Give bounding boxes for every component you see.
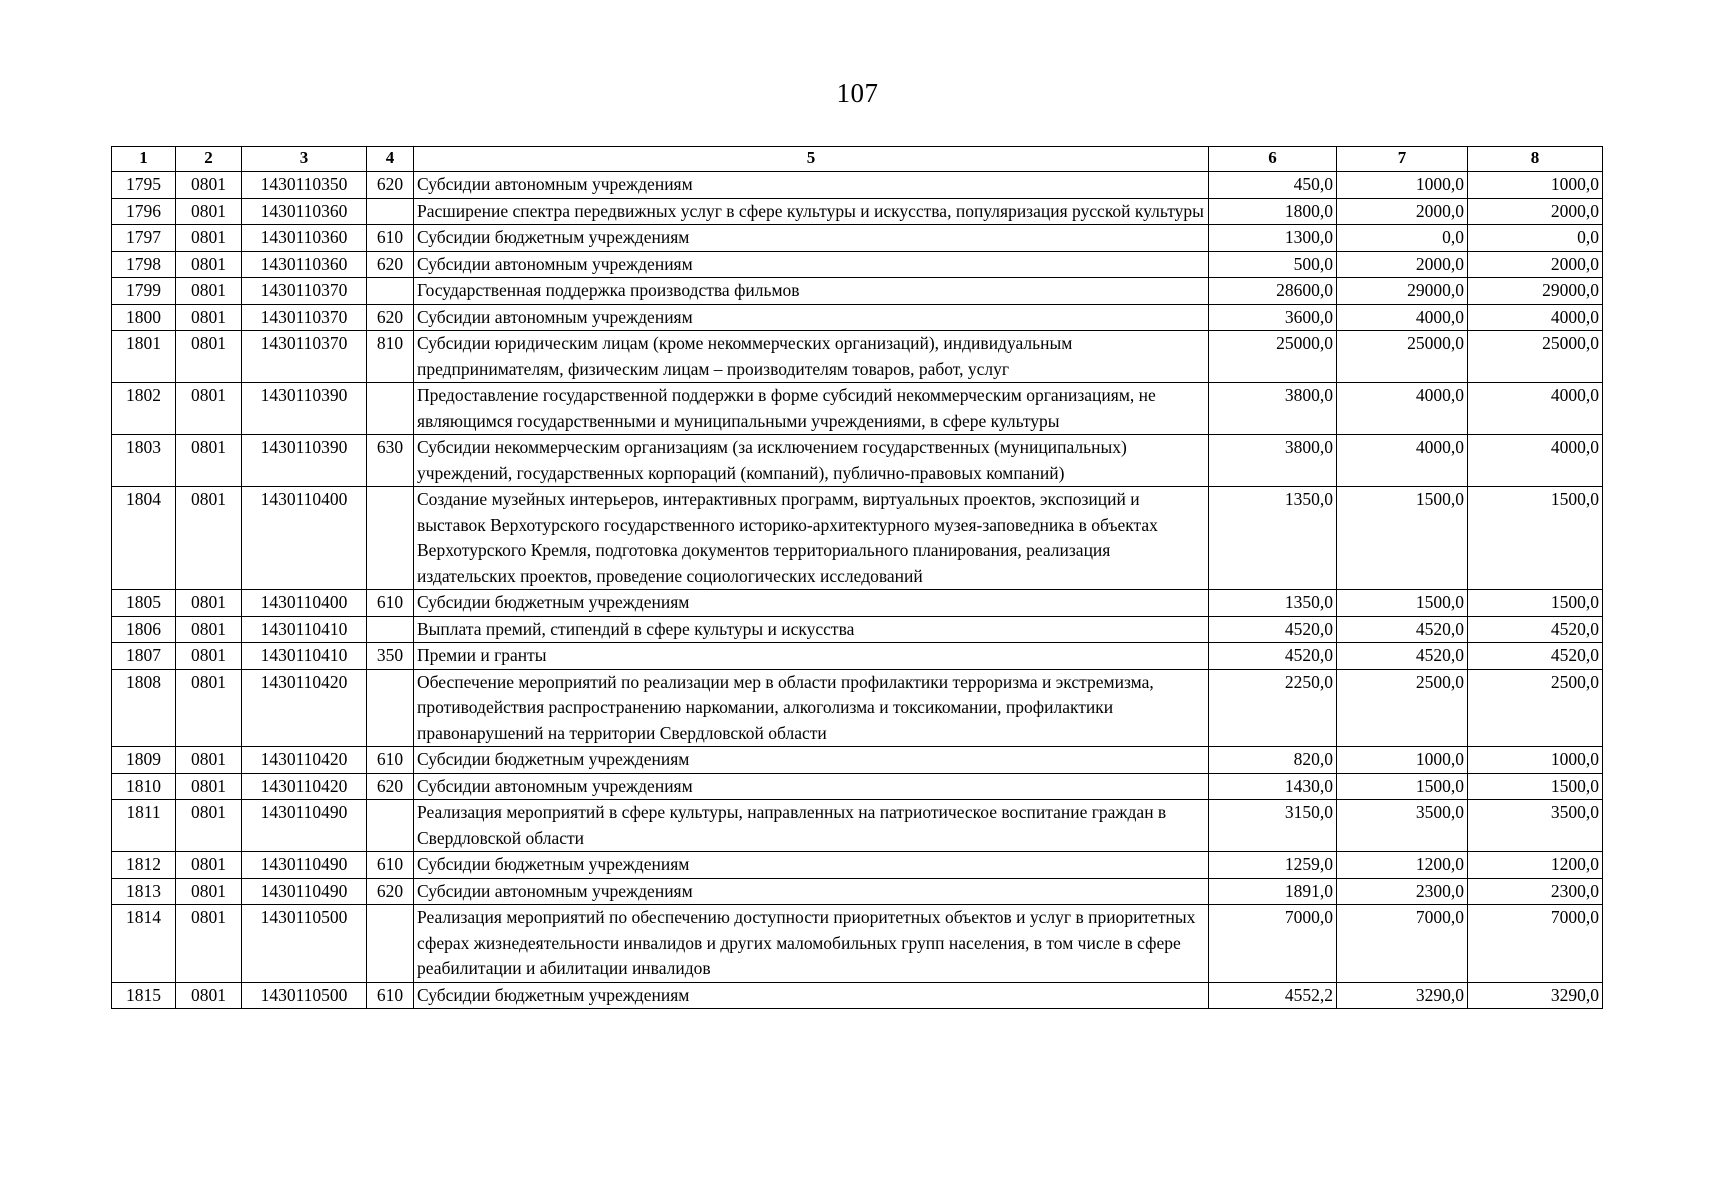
expense-type: 350 xyxy=(367,643,414,670)
expense-type xyxy=(367,198,414,225)
header-col-7: 7 xyxy=(1337,147,1468,172)
row-number: 1812 xyxy=(112,852,176,879)
expense-type: 620 xyxy=(367,304,414,331)
target-code: 1430110350 xyxy=(242,172,367,199)
target-code: 1430110410 xyxy=(242,643,367,670)
table-row xyxy=(112,383,1603,435)
header-col-1: 1 xyxy=(112,147,176,172)
amount-col-6: 1800,0 xyxy=(1209,198,1337,225)
row-number: 1802 xyxy=(112,383,176,435)
section-code: 0801 xyxy=(176,487,242,590)
amount-col-7: 2500,0 xyxy=(1337,669,1468,747)
table-row xyxy=(112,198,1603,225)
item-name: Государственная поддержка производства фильмов xyxy=(414,278,1209,305)
expense-type xyxy=(367,905,414,983)
row-number: 1795 xyxy=(112,172,176,199)
expense-type xyxy=(367,616,414,643)
target-code: 1430110400 xyxy=(242,487,367,590)
table-row xyxy=(112,773,1603,800)
item-name: Предоставление государственной поддержки в форме субсидий некоммерческим организациям, не являющимся государственными и муниципальными учреждениями, в сфере культуры xyxy=(414,383,1209,435)
row-number: 1804 xyxy=(112,487,176,590)
item-name: Создание музейных интерьеров, интерактивных программ, виртуальных проектов, экспозиций и выставок Верхотурского государственного историко-архитектурного музея-заповедника в объектах Верхотурского Кремля, подготовка документов территориального планирования, реализация издательских проектов, проведение социологических исследований xyxy=(414,487,1209,590)
section-code: 0801 xyxy=(176,304,242,331)
amount-col-6: 2250,0 xyxy=(1209,669,1337,747)
item-name: Субсидии бюджетным учреждениям xyxy=(414,747,1209,774)
amount-col-7: 4000,0 xyxy=(1337,304,1468,331)
header-col-2: 2 xyxy=(176,147,242,172)
amount-col-7: 4000,0 xyxy=(1337,383,1468,435)
item-name: Расширение спектра передвижных услуг в сфере культуры и искусства, популяризация русской культуры xyxy=(414,198,1209,225)
amount-col-7: 4520,0 xyxy=(1337,643,1468,670)
item-name: Субсидии автономным учреждениям xyxy=(414,878,1209,905)
amount-col-7: 1000,0 xyxy=(1337,172,1468,199)
section-code: 0801 xyxy=(176,878,242,905)
table-row xyxy=(112,747,1603,774)
item-name: Премии и гранты xyxy=(414,643,1209,670)
amount-col-8: 0,0 xyxy=(1468,225,1603,252)
target-code: 1430110400 xyxy=(242,590,367,617)
header-col-5: 5 xyxy=(414,147,1209,172)
amount-col-8: 4000,0 xyxy=(1468,304,1603,331)
target-code: 1430110360 xyxy=(242,198,367,225)
amount-col-8: 1000,0 xyxy=(1468,747,1603,774)
amount-col-8: 2500,0 xyxy=(1468,669,1603,747)
table-row xyxy=(112,982,1603,1009)
item-name: Субсидии автономным учреждениям xyxy=(414,304,1209,331)
table-row xyxy=(112,590,1603,617)
section-code: 0801 xyxy=(176,747,242,774)
item-name: Субсидии автономным учреждениям xyxy=(414,773,1209,800)
expense-type: 620 xyxy=(367,773,414,800)
item-name: Субсидии бюджетным учреждениям xyxy=(414,852,1209,879)
target-code: 1430110420 xyxy=(242,747,367,774)
section-code: 0801 xyxy=(176,590,242,617)
row-number: 1806 xyxy=(112,616,176,643)
header-col-8: 8 xyxy=(1468,147,1603,172)
row-number: 1808 xyxy=(112,669,176,747)
table-row xyxy=(112,878,1603,905)
amount-col-6: 1259,0 xyxy=(1209,852,1337,879)
row-number: 1807 xyxy=(112,643,176,670)
amount-col-8: 3500,0 xyxy=(1468,800,1603,852)
amount-col-8: 3290,0 xyxy=(1468,982,1603,1009)
row-number: 1811 xyxy=(112,800,176,852)
target-code: 1430110370 xyxy=(242,278,367,305)
row-number: 1809 xyxy=(112,747,176,774)
amount-col-6: 3800,0 xyxy=(1209,383,1337,435)
amount-col-8: 2000,0 xyxy=(1468,198,1603,225)
expense-type: 620 xyxy=(367,251,414,278)
section-code: 0801 xyxy=(176,643,242,670)
row-number: 1810 xyxy=(112,773,176,800)
amount-col-6: 450,0 xyxy=(1209,172,1337,199)
amount-col-6: 1350,0 xyxy=(1209,590,1337,617)
target-code: 1430110420 xyxy=(242,773,367,800)
target-code: 1430110490 xyxy=(242,852,367,879)
section-code: 0801 xyxy=(176,773,242,800)
table-row xyxy=(112,304,1603,331)
amount-col-8: 2000,0 xyxy=(1468,251,1603,278)
table-row xyxy=(112,225,1603,252)
table-body xyxy=(112,172,1603,1009)
item-name: Субсидии бюджетным учреждениям xyxy=(414,590,1209,617)
amount-col-7: 4520,0 xyxy=(1337,616,1468,643)
amount-col-7: 7000,0 xyxy=(1337,905,1468,983)
amount-col-6: 1430,0 xyxy=(1209,773,1337,800)
section-code: 0801 xyxy=(176,905,242,983)
amount-col-7: 3500,0 xyxy=(1337,800,1468,852)
row-number: 1813 xyxy=(112,878,176,905)
page-number: 107 xyxy=(836,78,879,108)
expense-type: 610 xyxy=(367,982,414,1009)
section-code: 0801 xyxy=(176,669,242,747)
amount-col-6: 28600,0 xyxy=(1209,278,1337,305)
target-code: 1430110370 xyxy=(242,331,367,383)
expense-type: 610 xyxy=(367,747,414,774)
section-code: 0801 xyxy=(176,251,242,278)
amount-col-7: 2000,0 xyxy=(1337,198,1468,225)
expense-type: 610 xyxy=(367,852,414,879)
item-name: Реализация мероприятий в сфере культуры, направленных на патриотическое воспитание граждан в Свердловской области xyxy=(414,800,1209,852)
amount-col-7: 0,0 xyxy=(1337,225,1468,252)
table-row xyxy=(112,852,1603,879)
section-code: 0801 xyxy=(176,225,242,252)
header-col-4: 4 xyxy=(367,147,414,172)
section-code: 0801 xyxy=(176,616,242,643)
target-code: 1430110390 xyxy=(242,383,367,435)
item-name: Субсидии бюджетным учреждениям xyxy=(414,225,1209,252)
table-row xyxy=(112,487,1603,590)
amount-col-6: 4520,0 xyxy=(1209,643,1337,670)
item-name: Обеспечение мероприятий по реализации мер в области профилактики терроризма и экстремизма, противодействия распространению наркомании, алкоголизма и токсикомании, профилактики правонарушений на территории Свердловской области xyxy=(414,669,1209,747)
amount-col-6: 820,0 xyxy=(1209,747,1337,774)
expense-type xyxy=(367,383,414,435)
target-code: 1430110370 xyxy=(242,304,367,331)
target-code: 1430110490 xyxy=(242,878,367,905)
amount-col-8: 4000,0 xyxy=(1468,435,1603,487)
item-name: Субсидии автономным учреждениям xyxy=(414,251,1209,278)
expense-type xyxy=(367,800,414,852)
amount-col-6: 1350,0 xyxy=(1209,487,1337,590)
amount-col-6: 1300,0 xyxy=(1209,225,1337,252)
row-number: 1800 xyxy=(112,304,176,331)
table-row xyxy=(112,435,1603,487)
section-code: 0801 xyxy=(176,800,242,852)
amount-col-7: 1500,0 xyxy=(1337,487,1468,590)
target-code: 1430110360 xyxy=(242,225,367,252)
table-row xyxy=(112,278,1603,305)
item-name: Субсидии юридическим лицам (кроме некоммерческих организаций), индивидуальным предпринимателям, физическим лицам – производителям товаров, работ, услуг xyxy=(414,331,1209,383)
row-number: 1803 xyxy=(112,435,176,487)
expense-type: 610 xyxy=(367,590,414,617)
section-code: 0801 xyxy=(176,172,242,199)
amount-col-8: 1500,0 xyxy=(1468,590,1603,617)
amount-col-6: 3150,0 xyxy=(1209,800,1337,852)
expense-type: 630 xyxy=(367,435,414,487)
amount-col-8: 1200,0 xyxy=(1468,852,1603,879)
expense-type: 610 xyxy=(367,225,414,252)
expense-type: 810 xyxy=(367,331,414,383)
expense-type xyxy=(367,487,414,590)
amount-col-8: 1500,0 xyxy=(1468,487,1603,590)
amount-col-6: 500,0 xyxy=(1209,251,1337,278)
amount-col-7: 1000,0 xyxy=(1337,747,1468,774)
amount-col-7: 1500,0 xyxy=(1337,590,1468,617)
item-name: Субсидии бюджетным учреждениям xyxy=(414,982,1209,1009)
amount-col-8: 4520,0 xyxy=(1468,616,1603,643)
amount-col-8: 4520,0 xyxy=(1468,643,1603,670)
row-number: 1814 xyxy=(112,905,176,983)
table-row xyxy=(112,251,1603,278)
amount-col-7: 25000,0 xyxy=(1337,331,1468,383)
amount-col-6: 4552,2 xyxy=(1209,982,1337,1009)
expense-type xyxy=(367,669,414,747)
table-row xyxy=(112,669,1603,747)
row-number: 1797 xyxy=(112,225,176,252)
section-code: 0801 xyxy=(176,435,242,487)
row-number: 1805 xyxy=(112,590,176,617)
expense-type: 620 xyxy=(367,172,414,199)
table-row xyxy=(112,905,1603,983)
target-code: 1430110490 xyxy=(242,800,367,852)
target-code: 1430110360 xyxy=(242,251,367,278)
target-code: 1430110500 xyxy=(242,905,367,983)
amount-col-6: 3600,0 xyxy=(1209,304,1337,331)
section-code: 0801 xyxy=(176,852,242,879)
amount-col-8: 29000,0 xyxy=(1468,278,1603,305)
section-code: 0801 xyxy=(176,198,242,225)
amount-col-6: 7000,0 xyxy=(1209,905,1337,983)
amount-col-8: 25000,0 xyxy=(1468,331,1603,383)
table-row xyxy=(112,172,1603,199)
section-code: 0801 xyxy=(176,383,242,435)
section-code: 0801 xyxy=(176,982,242,1009)
amount-col-6: 3800,0 xyxy=(1209,435,1337,487)
table-header-row xyxy=(112,147,1603,172)
table-row xyxy=(112,616,1603,643)
item-name: Реализация мероприятий по обеспечению доступности приоритетных объектов и услуг в приоритетных сферах жизнедеятельности инвалидов и других маломобильных групп населения, в том числе в сфере реабилитации и абилитации инвалидов xyxy=(414,905,1209,983)
amount-col-6: 4520,0 xyxy=(1209,616,1337,643)
target-code: 1430110420 xyxy=(242,669,367,747)
expense-type: 620 xyxy=(367,878,414,905)
amount-col-7: 4000,0 xyxy=(1337,435,1468,487)
row-number: 1801 xyxy=(112,331,176,383)
header-col-3: 3 xyxy=(242,147,367,172)
budget-table xyxy=(111,146,1603,1009)
amount-col-8: 7000,0 xyxy=(1468,905,1603,983)
row-number: 1815 xyxy=(112,982,176,1009)
amount-col-8: 2300,0 xyxy=(1468,878,1603,905)
amount-col-8: 4000,0 xyxy=(1468,383,1603,435)
amount-col-7: 1200,0 xyxy=(1337,852,1468,879)
expense-type xyxy=(367,278,414,305)
target-code: 1430110500 xyxy=(242,982,367,1009)
target-code: 1430110410 xyxy=(242,616,367,643)
table-row xyxy=(112,643,1603,670)
section-code: 0801 xyxy=(176,331,242,383)
table-row xyxy=(112,800,1603,852)
amount-col-8: 1000,0 xyxy=(1468,172,1603,199)
amount-col-7: 3290,0 xyxy=(1337,982,1468,1009)
section-code: 0801 xyxy=(176,278,242,305)
item-name: Субсидии автономным учреждениям xyxy=(414,172,1209,199)
amount-col-7: 2300,0 xyxy=(1337,878,1468,905)
amount-col-7: 29000,0 xyxy=(1337,278,1468,305)
amount-col-6: 1891,0 xyxy=(1209,878,1337,905)
amount-col-7: 1500,0 xyxy=(1337,773,1468,800)
row-number: 1796 xyxy=(112,198,176,225)
amount-col-7: 2000,0 xyxy=(1337,251,1468,278)
item-name: Выплата премий, стипендий в сфере культуры и искусства xyxy=(414,616,1209,643)
amount-col-6: 25000,0 xyxy=(1209,331,1337,383)
header-col-6: 6 xyxy=(1209,147,1337,172)
amount-col-8: 1500,0 xyxy=(1468,773,1603,800)
item-name: Субсидии некоммерческим организациям (за исключением государственных (муниципальных) учреждений, государственных корпораций (компаний), публично-правовых компаний) xyxy=(414,435,1209,487)
row-number: 1799 xyxy=(112,278,176,305)
table-row xyxy=(112,331,1603,383)
row-number: 1798 xyxy=(112,251,176,278)
target-code: 1430110390 xyxy=(242,435,367,487)
